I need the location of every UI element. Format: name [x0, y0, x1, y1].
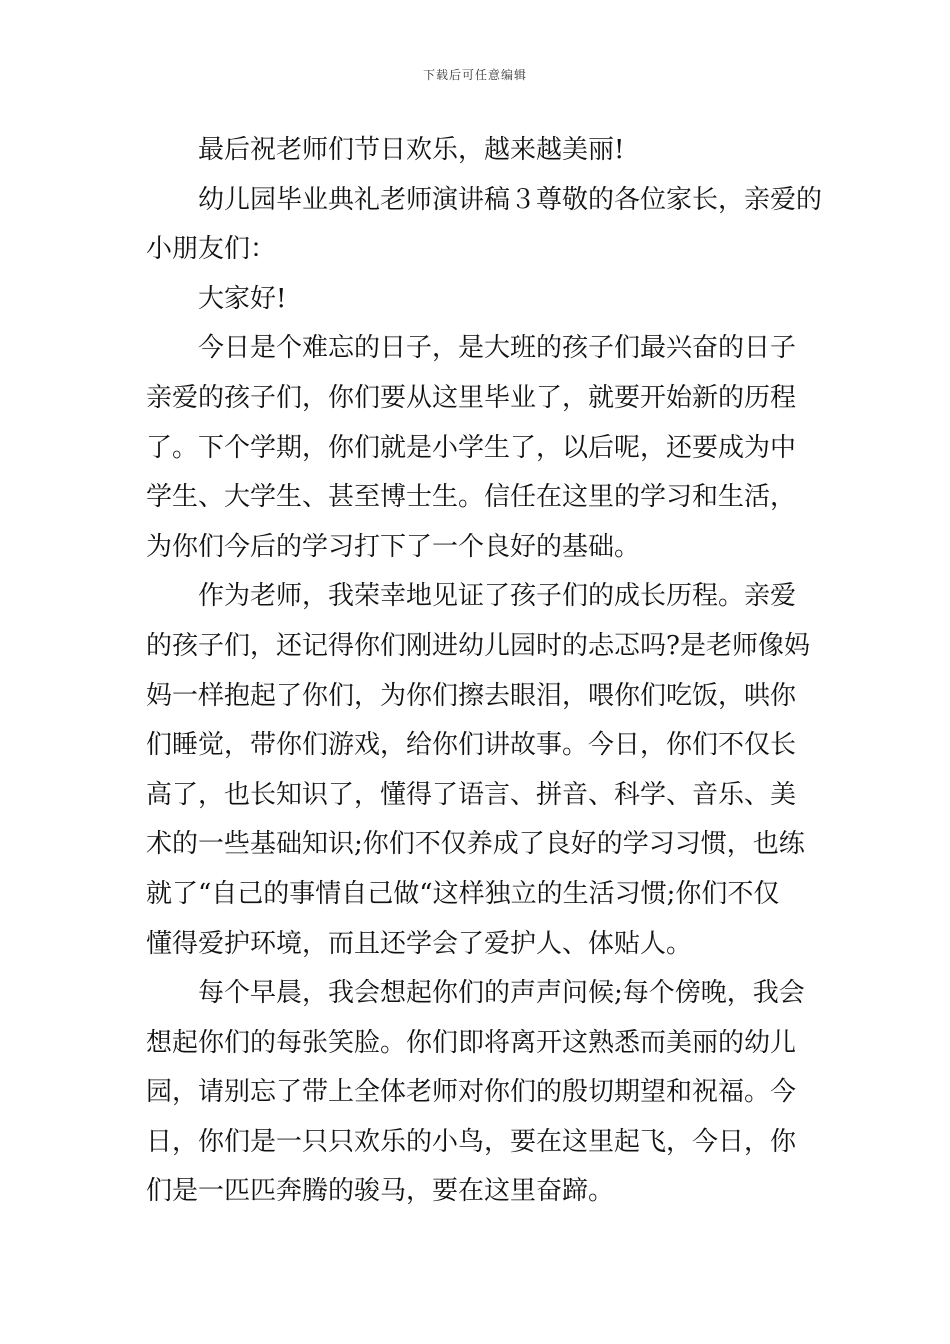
text-line: 大家好! [198, 283, 287, 314]
text-line: 们睡觉，带你们游戏，给你们讲故事。今日，你们不仅长 [146, 730, 797, 761]
header-note: 下载后可任意编辑 [422, 68, 527, 82]
document-body [146, 126, 823, 1217]
text-line: 园，请别忘了带上全体老师对你们的殷切期望和祝福。今 [146, 1077, 797, 1108]
text-line: 今日是个难忘的日子，是大班的孩子们最兴奋的日子 [198, 333, 797, 364]
text-line: 懂得爱护环境，而且还学会了爱护人、体贴人。 [146, 928, 693, 959]
text-line: 每个早晨，我会想起你们的声声问候;每个傍晚，我会 [198, 978, 805, 1009]
text-line: 为你们今后的学习打下了一个良好的基础。 [146, 531, 641, 562]
text-line: 小朋友们： [146, 234, 277, 265]
text-line: 最后祝老师们节日欢乐，越来越美丽! [198, 135, 625, 165]
text-line: 的孩子们，还记得你们刚进幼儿园时的忐忑吗?是老师像妈 [146, 630, 810, 661]
text-line: 幼儿园毕业典礼老师演讲稿３尊敬的各位家长，亲爱的 [198, 184, 823, 215]
text-line: 就了“自己的事情自己做“这样独立的生活习惯;你们不仅 [146, 878, 780, 909]
text-line: 亲爱的孩子们，你们要从这里毕业了，就要开始新的历程 [146, 382, 797, 413]
text-line: 术的一些基础知识;你们不仅养成了良好的学习习惯，也练 [146, 829, 805, 860]
text-line: 作为老师，我荣幸地见证了孩子们的成长历程。亲爱 [198, 581, 797, 612]
text-line: 妈一样抱起了你们，为你们擦去眼泪，喂你们吃饭，哄你 [146, 680, 797, 711]
text-line: 们是一匹匹奔腾的骏马，要在这里奋蹄。 [146, 1176, 615, 1207]
text-line: 日，你们是一只只欢乐的小鸟，要在这里起飞，今日，你 [146, 1126, 797, 1157]
text-line: 高了，也长知识了，懂得了语言、拼音、科学、音乐、美 [146, 779, 797, 810]
text-line: 了。下个学期，你们就是小学生了，以后呢，还要成为中 [146, 432, 797, 463]
text-line: 学生、大学生、甚至博士生。信任在这里的学习和生活， [146, 482, 797, 513]
text-line: 想起你们的每张笑脸。你们即将离开这熟悉而美丽的幼儿 [146, 1027, 797, 1058]
